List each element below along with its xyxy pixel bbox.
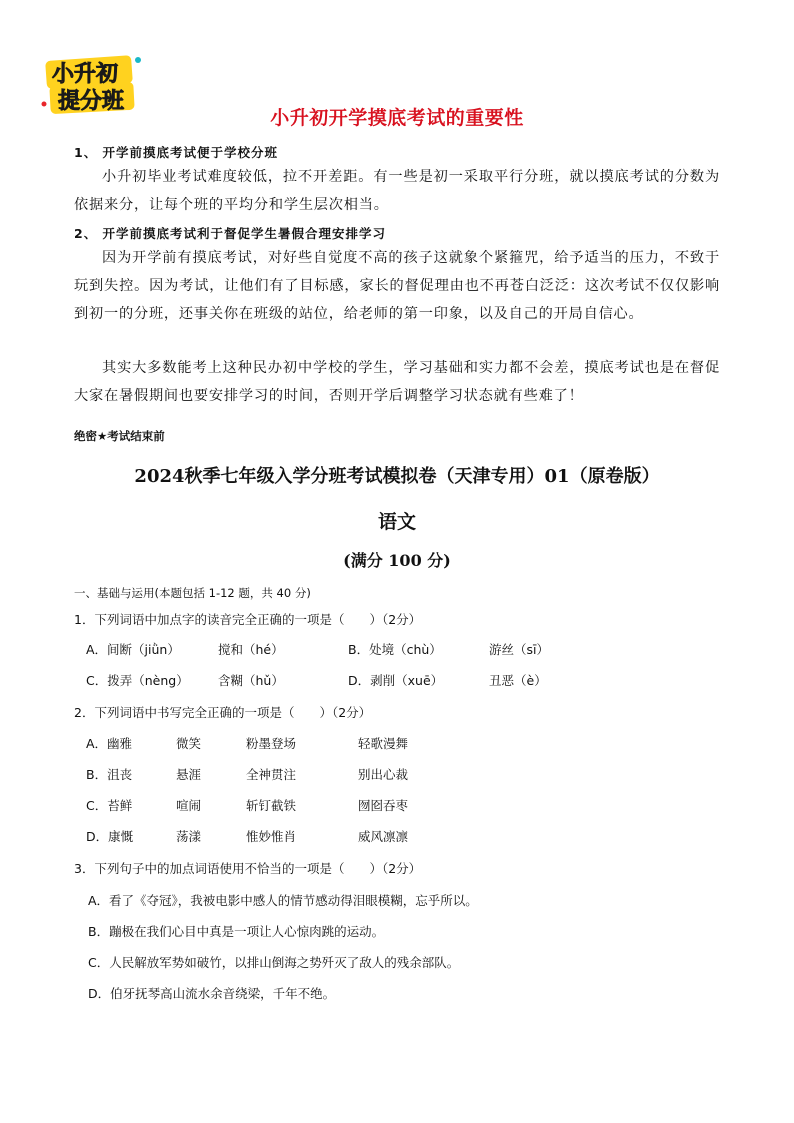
question-2-options-row-c <box>0 796 794 816</box>
option-c-word-1: C．苔鲜 <box>86 798 133 813</box>
option-a: A．间断（jiǜn） <box>86 642 180 657</box>
option-d-word-3: 惟妙惟肖 <box>246 829 297 844</box>
option-b: B．处境（chù） <box>348 642 442 657</box>
option-b-word-3: 全神贯注 <box>246 767 297 782</box>
exam-score: (满分 100 分) <box>343 551 451 570</box>
option-a-word-2: 搅和（hé） <box>218 642 284 657</box>
question-1-options-row-1 <box>0 640 794 660</box>
confidential-label: 绝密★考试结束前 <box>74 429 165 443</box>
option-c-word-3: 斩钉截铁 <box>246 798 297 813</box>
promo-heading-2: 2、 开学前摸底考试利于督促学生暑假合理安排学习 <box>74 226 387 241</box>
option-c-word-2: 含糊（hǔ） <box>218 673 284 688</box>
promo-paragraph-2: 因为开学前有摸底考试，对好些自觉度不高的孩子这就象个紧箍咒，给予适当的压力，不致于玩到失控。因为考试，让他们有了目标感，家长的督促理由也不再苍白泛泛：这次考试不仅仅影响到初一的分班，还事关你在班级的站位，给老师的第一印象，以及自己的开局自信心。 <box>74 250 720 322</box>
option-b-word-2: 游丝（sī） <box>489 642 549 657</box>
option-a-word-2: 微笑 <box>176 736 202 751</box>
option-a-word-1: A．幽雅 <box>86 736 133 751</box>
question-3-option-a: A．看了《夺冠》，我被电影中感人的情节感动得泪眼模糊，忘乎所以。 <box>88 893 478 908</box>
question-3-option-c: C．人民解放军势如破竹，以排山倒海之势歼灭了敌人的残余部队。 <box>88 955 460 970</box>
question-3-option-b: B．蹦极在我们心目中真是一项让人心惊肉跳的运动。 <box>88 924 385 939</box>
promo-heading-1: 1、 开学前摸底考试便于学校分班 <box>74 145 279 160</box>
question-2-options-row-d <box>0 827 794 847</box>
option-c: C．拨弄（nèng） <box>86 673 189 688</box>
question-2-options-row-a <box>0 734 794 754</box>
logo-line2: 提分班 <box>58 89 125 114</box>
promo-paragraph-3: 其实大多数能考上这种民办初中学校的学生，学习基础和实力都不会差，摸底考试也是在督促大家在暑假期间也要安排学习的时间，否则开学后调整学习状态就有些难了！ <box>74 360 720 404</box>
promo-paragraph-1: 小升初毕业考试难度较低，拉不开差距。有一些是初一采取平行分班，就以摸底考试的分数为依据来分，让每个班的平均分和学生层次相当。 <box>74 169 720 213</box>
section-heading: 一、基础与运用(本题包括 1-12 题，共 40 分) <box>74 586 311 600</box>
promo-title: 小升初开学摸底考试的重要性 <box>270 107 524 129</box>
option-d: D．剥削（xuē） <box>348 673 444 688</box>
option-d-word-4: 威风凛凛 <box>358 829 409 844</box>
question-3-stem: 3．下列句子中的加点词语使用不恰当的一项是（ ）（2分） <box>74 861 422 876</box>
logo-line1: 小升初 <box>52 62 119 87</box>
option-d-word-2: 丑恶（è） <box>489 673 547 688</box>
option-b-word-4: 别出心裁 <box>358 767 409 782</box>
option-c-word-2: 喧闹 <box>176 798 202 813</box>
option-d-word-1: D．康慨 <box>86 829 134 844</box>
option-d-word-2: 荡漾 <box>176 829 202 844</box>
option-c-word-4: 囫囵吞枣 <box>358 798 409 813</box>
question-3-option-d: D．伯牙抚琴高山流水余音绕梁，千年不绝。 <box>88 986 336 1001</box>
option-b-word-1: B．沮丧 <box>86 767 133 782</box>
exam-title: 2024秋季七年级入学分班考试模拟卷（天津专用）01（原卷版） <box>134 466 660 487</box>
question-2-stem: 2．下列词语中书写完全正确的一项是（ ）（2分） <box>74 705 372 720</box>
question-2-options-row-b <box>0 765 794 785</box>
exam-subject: 语文 <box>377 511 416 533</box>
question-1-options-row-2 <box>0 671 794 691</box>
option-a-word-3: 粉墨登场 <box>246 736 297 751</box>
option-b-word-2: 悬涯 <box>176 767 202 782</box>
option-a-word-4: 轻歌漫舞 <box>358 736 409 751</box>
question-1-stem: 1．下列词语中加点字的读音完全正确的一项是（ ）（2分） <box>74 612 422 627</box>
